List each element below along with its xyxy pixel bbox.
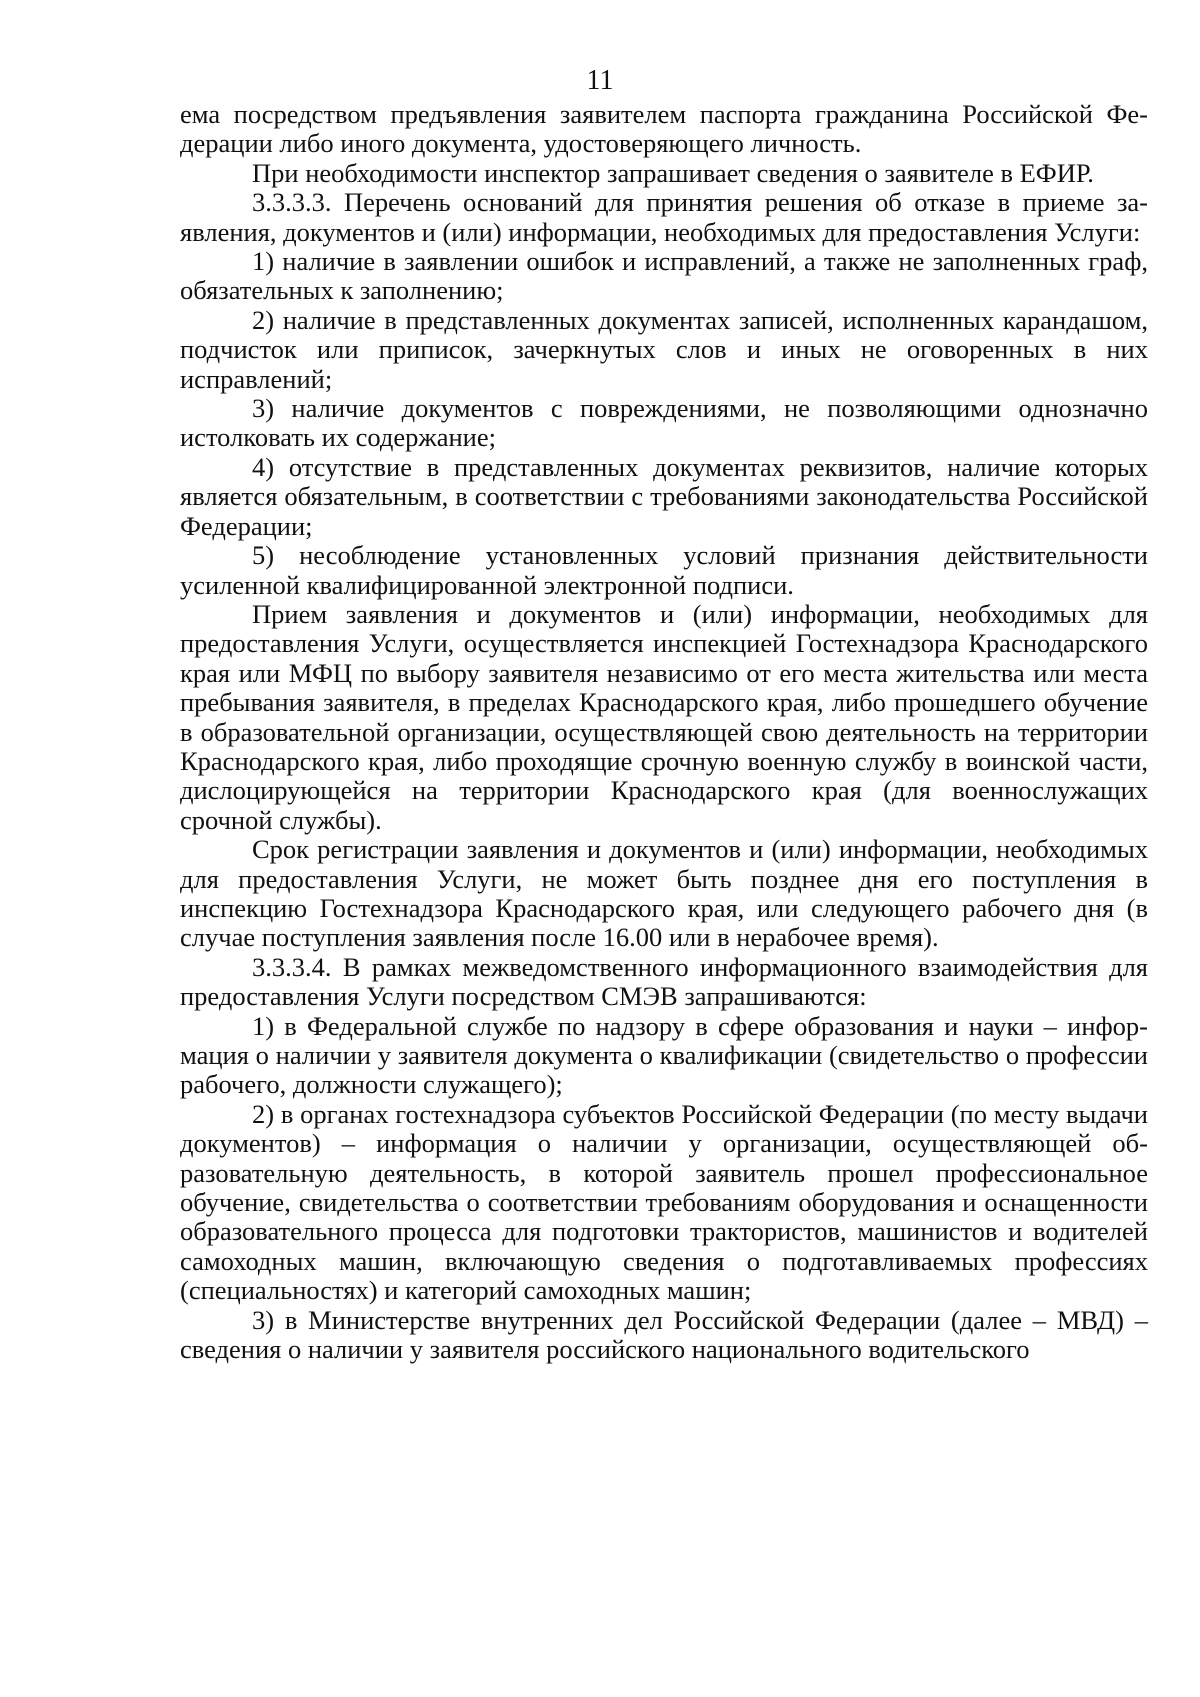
list-item-2-pencil-records: 2) наличие в представленных документах записей, исполненных карандашом, подчисток или приписок, зачеркнутых слов и иных не оговоренных в них исправлений;	[180, 304, 1148, 394]
page-number: 11	[586, 65, 614, 96]
paragraph-interagency-heading: 3.3.3.4. В рамках межведомственного информационного взаимодействия для предоставления Услуги посредством СМЭВ запрашиваются:	[180, 951, 1148, 1012]
list-item-3-damaged-documents: 3) наличие документов с повреждениями, не позволяющими однозначно истолковать их содержание;	[180, 393, 1148, 453]
paragraph-refusal-grounds-heading: 3.3.3.3. Перечень оснований для принятия решения об отказе в приеме заявления, документов и (или) информации, необходимых для предоставления Услуги:	[180, 187, 1148, 247]
document-body	[180, 100, 1148, 1364]
paragraph-registration-term: Срок регистрации заявления и документов и (или) информации, необходимых для предоставления Услуги, не может быть позднее дня его поступления в инспекцию Гостехнадзора Краснодарского края, или следующего рабочего дня (в случае поступления заявления после 16.00 или в нерабочее время).	[180, 834, 1148, 953]
list-item-3-mvd: 3) в Министерстве внутренних дел Российской Федерации (далее – МВД) – сведения о наличии у заявителя российского национального водительского	[180, 1304, 1148, 1365]
paragraph-application-acceptance: Прием заявления и документов и (или) информации, необходимых для предоставления Услуги, осуществляется инспекцией Гостехнадзора Краснодарского края или МФЦ по выбору заявителя независимо от его места жительства или места пребывания заявителя, в пределах Краснодарского края, либо прошедшего обучение в образовательной организации, осуществляющей свою деятельность на территории Краснодарского края, либо проходящие срочную военную службу в воинской части, дислоцирующейся на территории Краснодарского края (для военнослужащих срочной службы).	[180, 598, 1148, 835]
list-item-2-gostekhnadzor: 2) в органах гостехнадзора субъектов Российской Федерации (по месту выдачи документов) – информация о наличии у организации, осуществляющей образовательную деятельность, в которой заявитель прошел профессиональное обучение, свидетельства о соответствии требованиям оборудования и оснащенности образовательного процесса для подготовки трактористов, машинистов и водителей самоходных машин, включающую сведения о подготавливаемых профессиях (специальностях) и категорий самоходных машин;	[180, 1098, 1148, 1306]
list-item-1-errors: 1) наличие в заявлении ошибок и исправлений, а также не заполненных граф, обязательных к заполнению;	[180, 246, 1148, 306]
list-item-1-rosobrnadzor: 1) в Федеральной службе по надзору в сфере образования и науки – информация о наличии у заявителя документа о квалификации (свидетельство о профессии рабочего, должности служащего);	[180, 1010, 1148, 1100]
paragraph-efir-request: При необходимости инспектор запрашивает сведения о заявителе в ЕФИР.	[252, 157, 1094, 188]
list-item-4-missing-requisites: 4) отсутствие в представленных документах реквизитов, наличие которых является обязательным, в соответствии с требованиями законодательства Российской Федерации;	[180, 451, 1148, 541]
paragraph-identity-check: ема посредством предъявления заявителем паспорта гражданина Российской Федерации либо иного документа, удостоверяющего личность.	[180, 99, 1148, 159]
list-item-5-signature: 5) несоблюдение установленных условий признания действительности усиленной квалифицированной электронной подписи.	[180, 540, 1148, 600]
